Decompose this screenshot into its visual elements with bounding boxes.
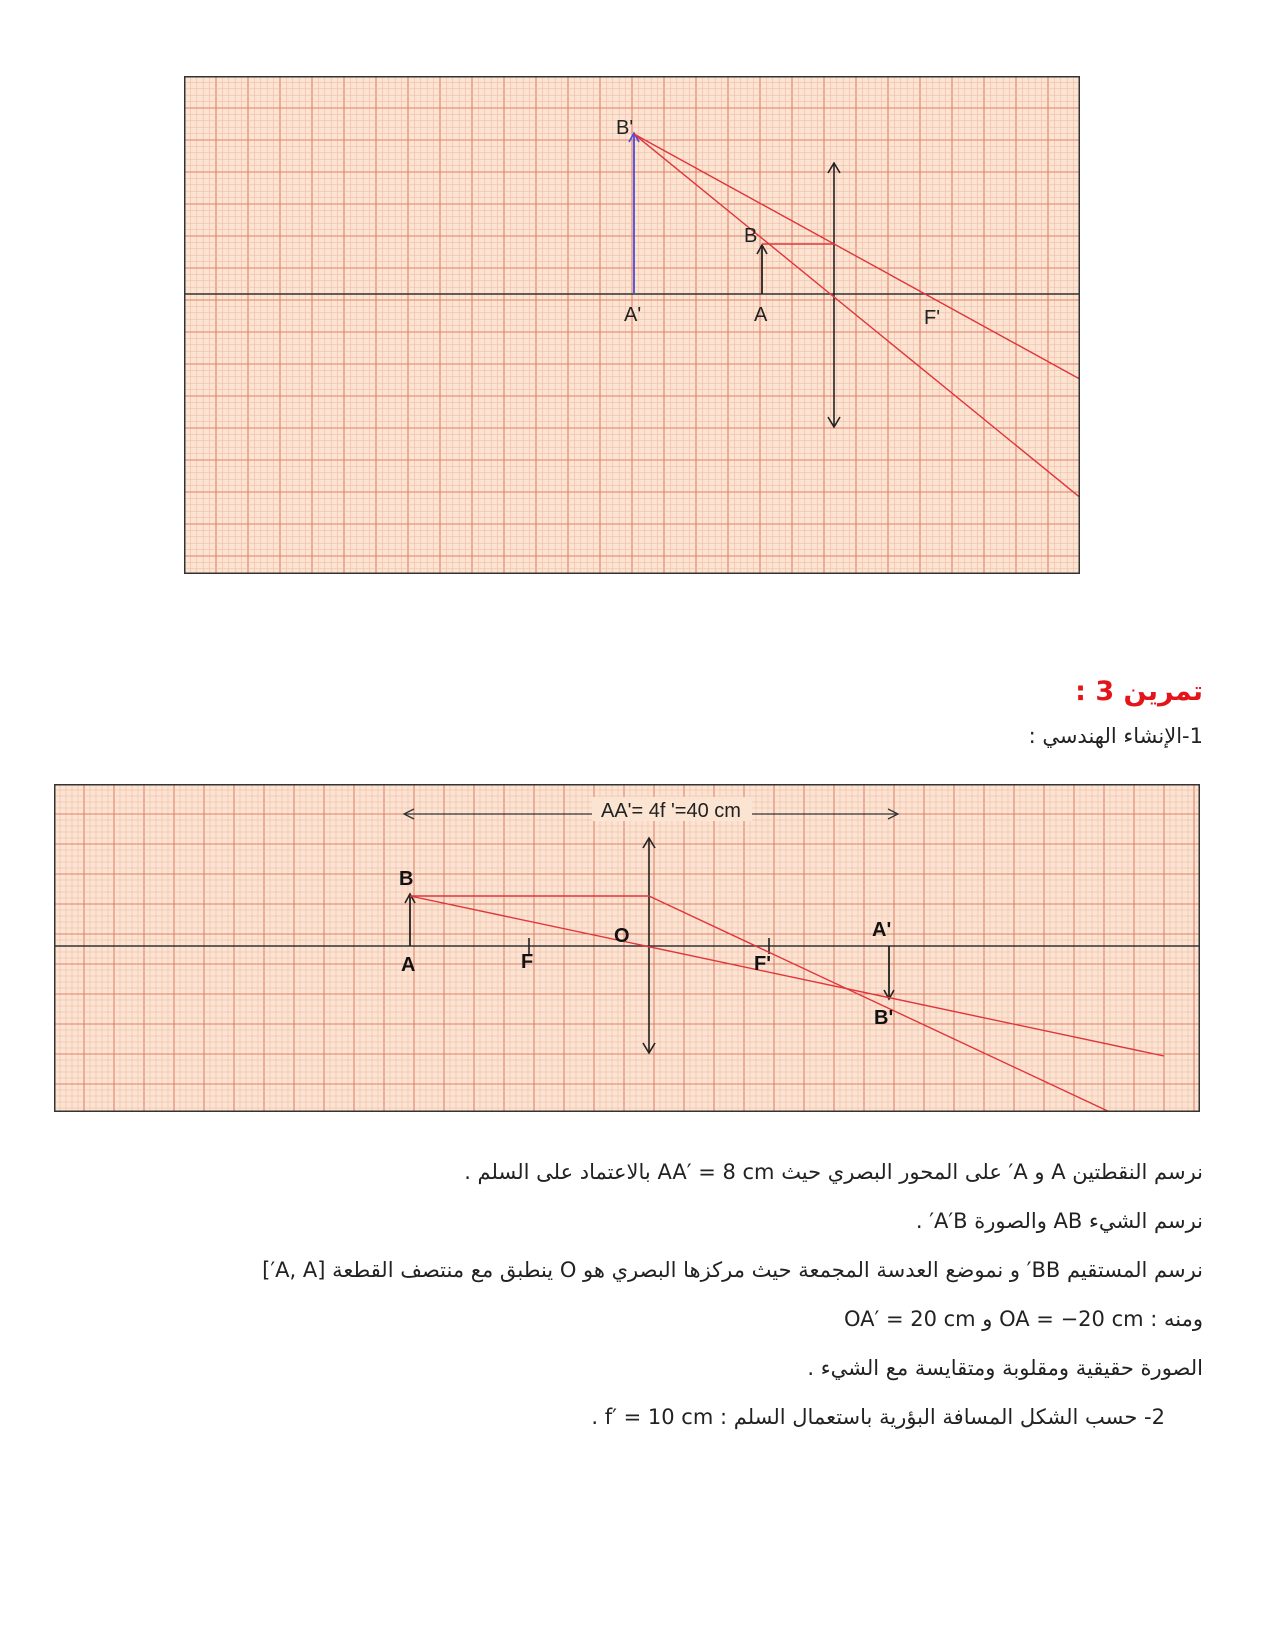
figure-1-svg bbox=[184, 76, 1080, 574]
figure-1-ray-diagram bbox=[184, 76, 1080, 574]
solution-line-2: نرسم الشيء AB والصورة A′B′ . bbox=[915, 1209, 1203, 1233]
label-b-prime: B' bbox=[616, 117, 634, 139]
label-a: A bbox=[754, 304, 768, 326]
label-a-prime: A' bbox=[624, 304, 642, 326]
label-b: B bbox=[399, 868, 414, 890]
exercise-subtitle: 1-الإنشاء الهندسي : bbox=[1028, 724, 1203, 748]
label-b-prime: B' bbox=[874, 1007, 894, 1029]
label-o: O bbox=[614, 925, 630, 947]
figure-2-ray-diagram bbox=[54, 784, 1200, 1112]
exercise-title: تمرين 3 : bbox=[1075, 676, 1203, 707]
label-a-prime: A' bbox=[872, 919, 892, 941]
label-f-prime: F' bbox=[924, 307, 941, 329]
solution-line-6: 2- حسب الشكل المسافة البؤرية باستعمال السلم : f′ = 10 cm . bbox=[591, 1405, 1165, 1429]
solution-line-4: ومنه : OA = −20 cm و OA′ = 20 cm bbox=[843, 1307, 1203, 1331]
label-a: A bbox=[401, 954, 416, 976]
label-f-prime: F' bbox=[754, 953, 771, 975]
solution-text bbox=[63, 1148, 1203, 1442]
solution-line-5: الصورة حقيقية ومقلوبة ومتقايسة مع الشيء . bbox=[807, 1356, 1203, 1380]
label-f: F bbox=[521, 951, 534, 973]
solution-line-1: نرسم النقطتين A و A′ على المحور البصري حيث AA′ = 8 cm بالاعتماد على السلم . bbox=[464, 1160, 1203, 1184]
solution-line-3: نرسم المستقيم BB′ و نموضع العدسة المجمعة حيث مركزها البصري هو O ينطبق مع منتصف القطعة [A, A′] bbox=[262, 1258, 1203, 1282]
graph-paper bbox=[54, 784, 1200, 1112]
dimension-label: AA'= 4f '=40 cm bbox=[601, 800, 741, 822]
label-b: B bbox=[744, 225, 758, 247]
figure-2-svg bbox=[54, 784, 1200, 1112]
